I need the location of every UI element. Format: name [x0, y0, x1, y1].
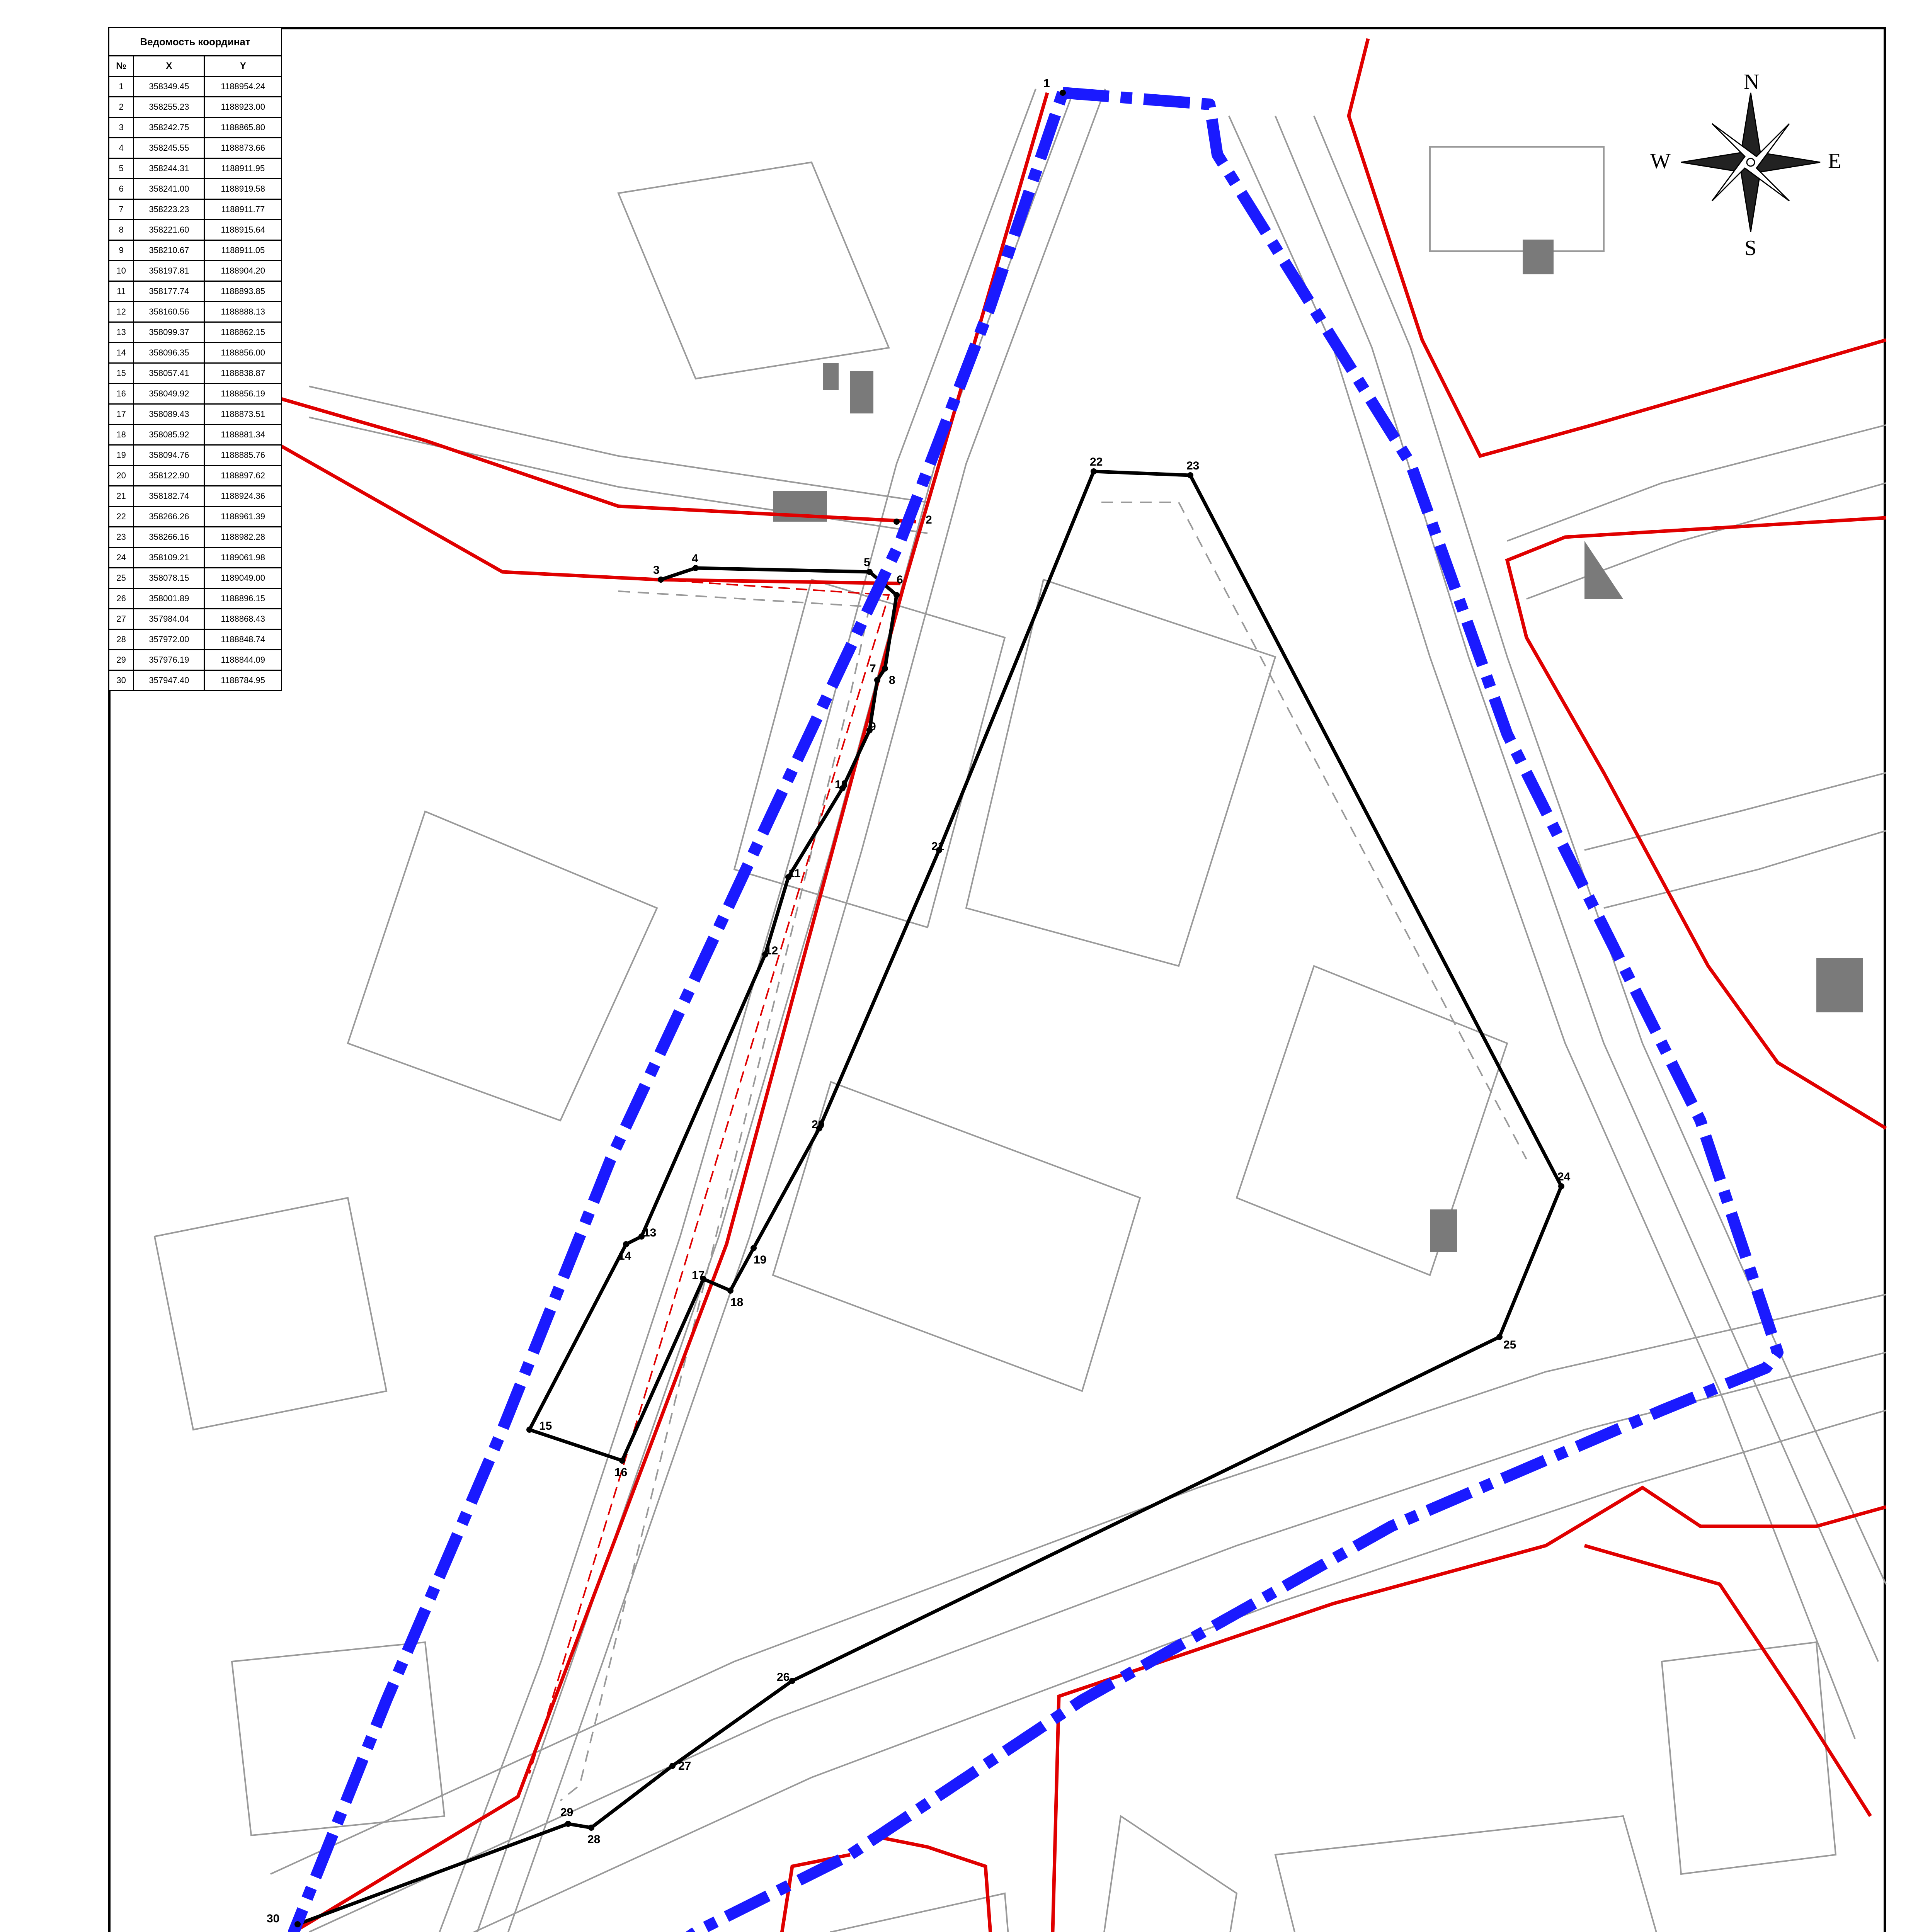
cell-y: 1189049.00: [204, 568, 282, 588]
table-row: [109, 158, 282, 179]
table-row: [109, 568, 282, 588]
coordinate-table-body: [109, 77, 282, 691]
node-point: [882, 665, 888, 672]
table-row: [109, 466, 282, 486]
cell-number: 7: [109, 199, 134, 220]
cell-y: 1188954.24: [204, 77, 282, 97]
red-line: [1507, 518, 1886, 1128]
point-label: 10: [835, 778, 848, 791]
point-label: 11: [788, 867, 801, 880]
node-point: [1558, 1183, 1564, 1189]
table-row: [109, 609, 282, 629]
table-row: [109, 363, 282, 384]
table-row: [109, 425, 282, 445]
node-point: [619, 1458, 625, 1464]
table-row: [109, 629, 282, 650]
point-label: 1: [1043, 77, 1050, 90]
building: [1082, 1816, 1237, 1932]
cell-number: 10: [109, 261, 134, 281]
compass-rose: [1650, 70, 1841, 260]
node-point: [693, 565, 699, 571]
cell-y: 1188856.00: [204, 343, 282, 363]
established-line-west-inner: [298, 471, 1561, 1924]
point-label: 16: [614, 1466, 628, 1479]
cell-number: 23: [109, 527, 134, 548]
table-row: [109, 261, 282, 281]
road-edge: [1229, 116, 1855, 1739]
compass-north: N: [1744, 70, 1760, 94]
building: [831, 1893, 1024, 1932]
cell-number: 2: [109, 97, 134, 117]
cell-y: 1188868.43: [204, 609, 282, 629]
table-row: [109, 77, 282, 97]
cell-x: 357984.04: [134, 609, 204, 629]
table-row: [109, 650, 282, 670]
cell-x: 358197.81: [134, 261, 204, 281]
point-label: 23: [1186, 459, 1200, 472]
coordinate-table: [108, 27, 282, 691]
cell-y: 1188784.95: [204, 670, 282, 691]
node-point: [526, 1427, 533, 1433]
building: [618, 162, 889, 379]
point-label: 14: [618, 1250, 631, 1262]
building: [155, 1198, 386, 1430]
building: [1275, 1816, 1700, 1932]
point-label: 30: [267, 1912, 280, 1925]
cell-y: 1188865.80: [204, 117, 282, 138]
cell-y: 1188911.95: [204, 158, 282, 179]
cell-y: 1188919.58: [204, 179, 282, 199]
cell-y: 1188961.39: [204, 507, 282, 527]
table-row: [109, 548, 282, 568]
road-edge: [464, 89, 1074, 1932]
point-label: 25: [1503, 1338, 1516, 1351]
cell-y: 1188885.76: [204, 445, 282, 466]
base-map: [155, 89, 1886, 1932]
table-row: [109, 588, 282, 609]
cell-x: 358177.74: [134, 281, 204, 302]
cell-number: 25: [109, 568, 134, 588]
node-point: [1496, 1334, 1503, 1340]
road-edge: [309, 1352, 1886, 1932]
table-row: [109, 179, 282, 199]
road-edge: [1507, 425, 1886, 541]
road-edge: [271, 1294, 1886, 1874]
cell-x: 358078.15: [134, 568, 204, 588]
point-label: 21: [931, 840, 945, 853]
cell-number: 19: [109, 445, 134, 466]
node-points: [294, 90, 1564, 1927]
cell-x: 358109.21: [134, 548, 204, 568]
base-map-fill: [773, 240, 1863, 1932]
red-line: [870, 1835, 1005, 1932]
cell-x: 358160.56: [134, 302, 204, 322]
cell-x: 358266.26: [134, 507, 204, 527]
node-point: [751, 1245, 757, 1251]
cell-y: 1188896.15: [204, 588, 282, 609]
road-edge: [495, 89, 1105, 1932]
cell-x: 358244.31: [134, 158, 204, 179]
node-point: [669, 1763, 676, 1769]
compass-center-icon: [1747, 158, 1755, 166]
established-line-west: [529, 595, 897, 1430]
point-label: 27: [678, 1760, 691, 1772]
cell-x: 358245.55: [134, 138, 204, 158]
cell-x: 358085.92: [134, 425, 204, 445]
cell-y: 1188873.66: [204, 138, 282, 158]
cell-number: 22: [109, 507, 134, 527]
cell-y: 1188862.15: [204, 322, 282, 343]
cell-y: 1188915.64: [204, 220, 282, 240]
cell-x: 357976.19: [134, 650, 204, 670]
point-label: 4: [692, 552, 698, 565]
table-row: [109, 670, 282, 691]
building: [773, 1082, 1140, 1391]
cell-number: 21: [109, 486, 134, 507]
cell-y: 1188873.51: [204, 404, 282, 425]
cell-y: 1188838.87: [204, 363, 282, 384]
cell-x: 357972.00: [134, 629, 204, 650]
cell-x: 358001.89: [134, 588, 204, 609]
cell-x: 358266.16: [134, 527, 204, 548]
point-label: 18: [730, 1296, 744, 1309]
point-label: 22: [1090, 456, 1103, 468]
building-fill: [850, 371, 873, 413]
cell-number: 17: [109, 404, 134, 425]
building: [348, 811, 657, 1121]
table-row: [109, 117, 282, 138]
cell-x: 358099.37: [134, 322, 204, 343]
cell-x: 358210.67: [134, 240, 204, 261]
table-row: [109, 343, 282, 363]
cell-number: 15: [109, 363, 134, 384]
column-header-x: X: [134, 56, 204, 77]
cell-y: 1189061.98: [204, 548, 282, 568]
cell-x: 358221.60: [134, 220, 204, 240]
cell-x: 358096.35: [134, 343, 204, 363]
cell-x: 358057.41: [134, 363, 204, 384]
table-row: [109, 527, 282, 548]
table-row: [109, 486, 282, 507]
node-point: [1091, 468, 1097, 474]
cell-number: 11: [109, 281, 134, 302]
coordinate-table-caption: Ведомость координат: [109, 28, 282, 56]
compass-west: W: [1650, 149, 1671, 173]
node-point: [1187, 472, 1193, 478]
cell-number: 14: [109, 343, 134, 363]
building: [1237, 966, 1507, 1275]
node-point: [874, 677, 880, 683]
column-header-y: Y: [204, 56, 282, 77]
cell-number: 3: [109, 117, 134, 138]
point-label: 7: [870, 662, 876, 675]
cell-y: 1188911.05: [204, 240, 282, 261]
point-label: 13: [643, 1226, 657, 1239]
cell-number: 5: [109, 158, 134, 179]
node-point: [1060, 90, 1066, 96]
point-number-labels: [267, 77, 1571, 1925]
cell-number: 8: [109, 220, 134, 240]
node-point: [727, 1287, 734, 1294]
setback-line: [560, 591, 870, 1801]
road-edge: [1527, 483, 1886, 599]
table-row: [109, 281, 282, 302]
cell-number: 27: [109, 609, 134, 629]
cell-number: 4: [109, 138, 134, 158]
cell-y: 1188881.34: [204, 425, 282, 445]
table-row: [109, 507, 282, 527]
road-edge: [1604, 831, 1886, 908]
cell-number: 9: [109, 240, 134, 261]
cell-x: 358223.23: [134, 199, 204, 220]
cell-x: 358255.23: [134, 97, 204, 117]
point-label: 19: [754, 1253, 767, 1266]
cell-number: 28: [109, 629, 134, 650]
table-row: [109, 445, 282, 466]
triangle-mark: [1584, 541, 1623, 599]
building: [232, 1642, 444, 1835]
road-edge: [348, 1410, 1886, 1932]
point-label: 3: [653, 564, 660, 577]
cell-x: 357947.40: [134, 670, 204, 691]
point-label: 17: [692, 1269, 705, 1282]
compass-south: S: [1744, 236, 1757, 260]
cell-number: 18: [109, 425, 134, 445]
cell-y: 1188888.13: [204, 302, 282, 322]
node-point: [588, 1825, 594, 1831]
table-row: [109, 384, 282, 404]
building-fill: [1816, 958, 1863, 1012]
road-edge: [1314, 116, 1886, 1584]
cell-x: 358182.74: [134, 486, 204, 507]
cell-y: 1188897.62: [204, 466, 282, 486]
cell-number: 1: [109, 77, 134, 97]
node-point: [893, 519, 900, 525]
table-row: [109, 220, 282, 240]
cell-x: 358094.76: [134, 445, 204, 466]
cell-x: 358122.90: [134, 466, 204, 486]
building-fill: [1430, 1209, 1457, 1252]
node-point: [623, 1241, 629, 1247]
node-point: [294, 1921, 301, 1927]
node-point: [893, 592, 900, 598]
building: [1430, 147, 1604, 251]
cell-y: 1188982.28: [204, 527, 282, 548]
cell-y: 1188844.09: [204, 650, 282, 670]
cell-x: 358349.45: [134, 77, 204, 97]
red-line: [471, 1855, 850, 1932]
road-edge: [1275, 116, 1878, 1662]
cell-number: 29: [109, 650, 134, 670]
point-label: 20: [812, 1118, 825, 1131]
point-label: 8: [889, 674, 895, 687]
table-row: [109, 138, 282, 158]
table-row: [109, 199, 282, 220]
node-point: [866, 569, 873, 575]
cell-x: 358241.00: [134, 179, 204, 199]
point-label: 2: [926, 514, 932, 526]
cell-number: 26: [109, 588, 134, 609]
cell-y: 1188911.77: [204, 199, 282, 220]
point-label: 12: [765, 944, 778, 957]
cell-number: 16: [109, 384, 134, 404]
cell-number: 12: [109, 302, 134, 322]
cell-y: 1188893.85: [204, 281, 282, 302]
building: [966, 580, 1275, 966]
node-point: [789, 1678, 795, 1684]
table-row: [109, 97, 282, 117]
building: [734, 580, 1005, 927]
point-label: 28: [587, 1833, 601, 1846]
table-row: [109, 322, 282, 343]
cell-x: 358242.75: [134, 117, 204, 138]
road-edge: [309, 386, 928, 502]
point-label: 5: [864, 556, 870, 569]
cell-y: 1188848.74: [204, 629, 282, 650]
cell-number: 30: [109, 670, 134, 691]
cell-number: 6: [109, 179, 134, 199]
cell-y: 1188856.19: [204, 384, 282, 404]
table-row: [109, 302, 282, 322]
point-label: 6: [897, 573, 903, 586]
node-point: [565, 1821, 571, 1827]
building-fill: [1523, 240, 1554, 274]
road-edge: [1584, 773, 1886, 850]
cell-number: 20: [109, 466, 134, 486]
cell-y: 1188904.20: [204, 261, 282, 281]
building-fill: [823, 363, 839, 390]
column-header-number: №: [109, 56, 134, 77]
point-label: 9: [870, 720, 876, 733]
cell-y: 1188924.36: [204, 486, 282, 507]
node-point: [658, 577, 664, 583]
point-label: 29: [560, 1806, 574, 1819]
point-label: 15: [539, 1420, 552, 1432]
cell-y: 1188923.00: [204, 97, 282, 117]
table-row: [109, 404, 282, 425]
cell-number: 24: [109, 548, 134, 568]
cell-x: 358089.43: [134, 404, 204, 425]
compass-east: E: [1828, 149, 1841, 173]
cell-x: 358049.92: [134, 384, 204, 404]
established-lines: [298, 471, 1561, 1924]
point-label: 24: [1557, 1170, 1571, 1183]
cell-number: 13: [109, 322, 134, 343]
table-row: [109, 240, 282, 261]
red-line: [1584, 1546, 1870, 1816]
building: [1662, 1642, 1836, 1874]
point-label: 26: [777, 1671, 790, 1684]
